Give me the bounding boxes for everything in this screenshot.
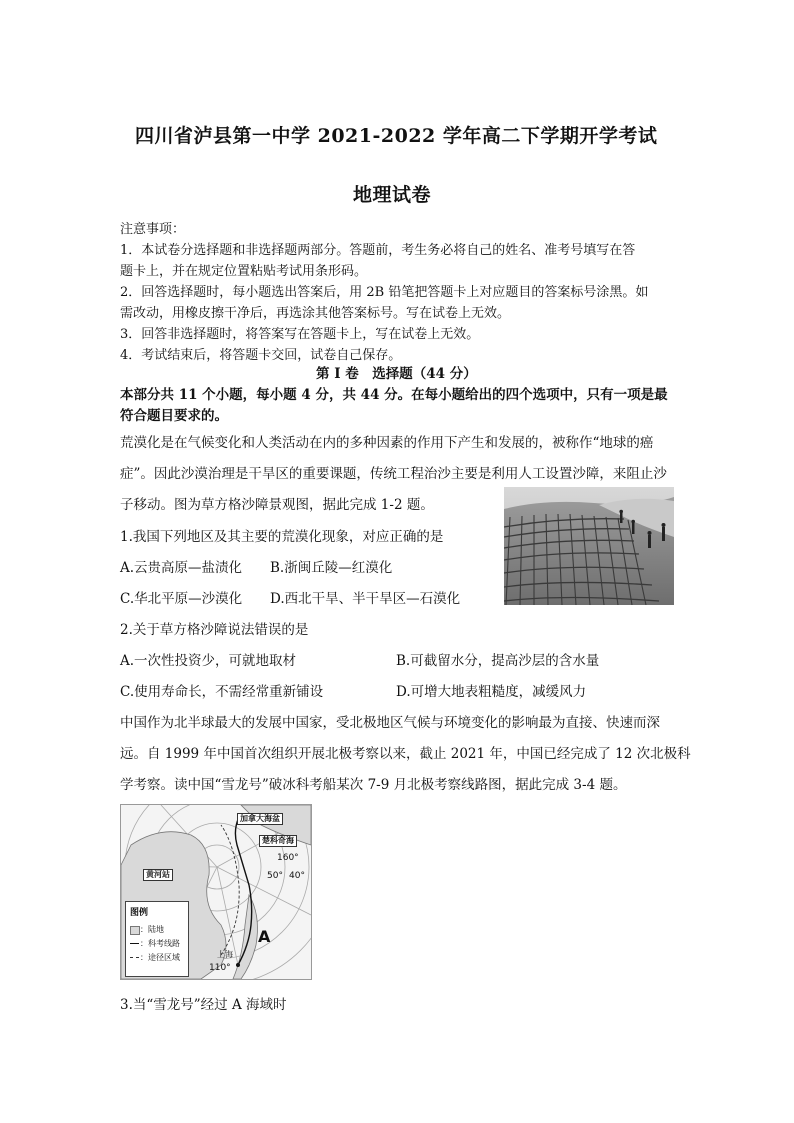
notice-line: 2．回答选择题时，每小题选出答案后，用 2B 铅笔把答题卡上对应题目的答案标号涂黑。如 [120, 285, 649, 300]
notice-line: 需改动，用橡皮擦干净后，再选涂其他答案标号。写在试卷上无效。 [120, 306, 511, 321]
legend-land-swatch [130, 926, 140, 935]
notice-line: 3．回答非选择题时，将答案写在答题卡上，写在试卷上无效。 [120, 327, 480, 342]
arctic-route-map [120, 804, 312, 980]
map-label-canada-basin: 加拿大海盆 [237, 813, 283, 825]
question-1-stem: 1.我国下列地区及其主要的荒漠化现象，对应正确的是 [120, 529, 444, 545]
map-degree-160: 160° [277, 853, 299, 863]
map-degree-50: 50° [267, 871, 283, 881]
passage-line: 荒漠化是在气候变化和人类活动在内的多种因素的作用下产生和发展的，被称作“地球的癌 [120, 435, 654, 451]
section-intro: 本部分共 11 个小题，每小题 4 分，共 44 分。在每小题给出的四个选项中，只有一项是最 [120, 387, 668, 403]
passage-line: 症”。因此沙漠治理是干旱区的重要课题，传统工程治沙主要是利用人工设置沙障，来阻止沙 [120, 466, 667, 482]
passage-line: 远。自 1999 年中国首次组织开展北极考察以来，截止 2021 年，中国已经完成了 12 次北极科 [120, 746, 691, 762]
legend-route-swatch [130, 943, 139, 944]
legend-land: ：陆地 [140, 925, 164, 934]
exam-subtitle: 地理试卷 [353, 184, 432, 206]
legend-area: ：途径区域 [140, 953, 180, 962]
notice-line: 题卡上，并在规定位置粘贴考试用条形码。 [120, 264, 368, 279]
notice-line: 4．考试结束后，将答题卡交回，试卷自己保存。 [120, 348, 402, 363]
sand-barrier-photo [504, 487, 674, 605]
question-2-stem: 2.关于草方格沙障说法错误的是 [120, 622, 309, 638]
legend-area-swatch [130, 957, 139, 958]
map-legend [125, 901, 189, 977]
question-1-option-b[interactable]: B.浙闽丘陵—红漠化 [270, 560, 393, 576]
question-2-option-d[interactable]: D.可增大地表粗糙度，减缓风力 [396, 684, 587, 700]
legend-title: 图例 [130, 908, 149, 918]
legend-route: ：科考线路 [140, 939, 180, 948]
section-title: 第 I 卷 选择题（44 分） [316, 366, 477, 382]
question-3-stem: 3.当“雪龙号”经过 A 海域时 [120, 997, 287, 1013]
question-1-option-a[interactable]: A.云贵高原—盐渍化 [120, 560, 243, 576]
question-1-option-d[interactable]: D.西北干旱、半干旱区—石漠化 [270, 591, 461, 607]
map-label-shanghai: 上海 [217, 950, 233, 959]
map-label-chukchi-sea: 楚科奇海 [259, 835, 297, 847]
question-2-option-c[interactable]: C.使用寿命长，不需经常重新铺设 [120, 684, 324, 700]
notice-heading: 注意事项： [120, 222, 186, 237]
question-1-option-c[interactable]: C.华北平原—沙漠化 [120, 591, 243, 607]
question-2-option-b[interactable]: B.可截留水分，提高沙层的含水量 [396, 653, 600, 669]
passage-line: 子移动。图为草方格沙障景观图，据此完成 1-2 题。 [120, 497, 434, 513]
passage-line: 中国作为北半球最大的发展中国家，受北极地区气候与环境变化的影响最为直接、快速而深 [120, 715, 660, 731]
section-intro: 符合题目要求的。 [120, 408, 228, 424]
map-label-yellow-river-station: 黄河站 [143, 869, 173, 881]
passage-line: 学考察。读中国“雪龙号”破冰科考船某次 7-9 月北极考察线路图，据此完成 3-4 题。 [120, 777, 627, 793]
map-degree-110: 110° [209, 963, 231, 973]
exam-title: 四川省泸县第一中学 2021-2022 学年高二下学期开学考试 [135, 125, 658, 147]
map-point-a: A [258, 927, 271, 946]
question-2-option-a[interactable]: A.一次性投资少，可就地取材 [120, 653, 297, 669]
notice-line: 1．本试卷分选择题和非选择题两部分。答题前，考生务必将自己的姓名、准考号填写在答 [120, 243, 636, 258]
map-degree-40: 40° [289, 871, 305, 881]
